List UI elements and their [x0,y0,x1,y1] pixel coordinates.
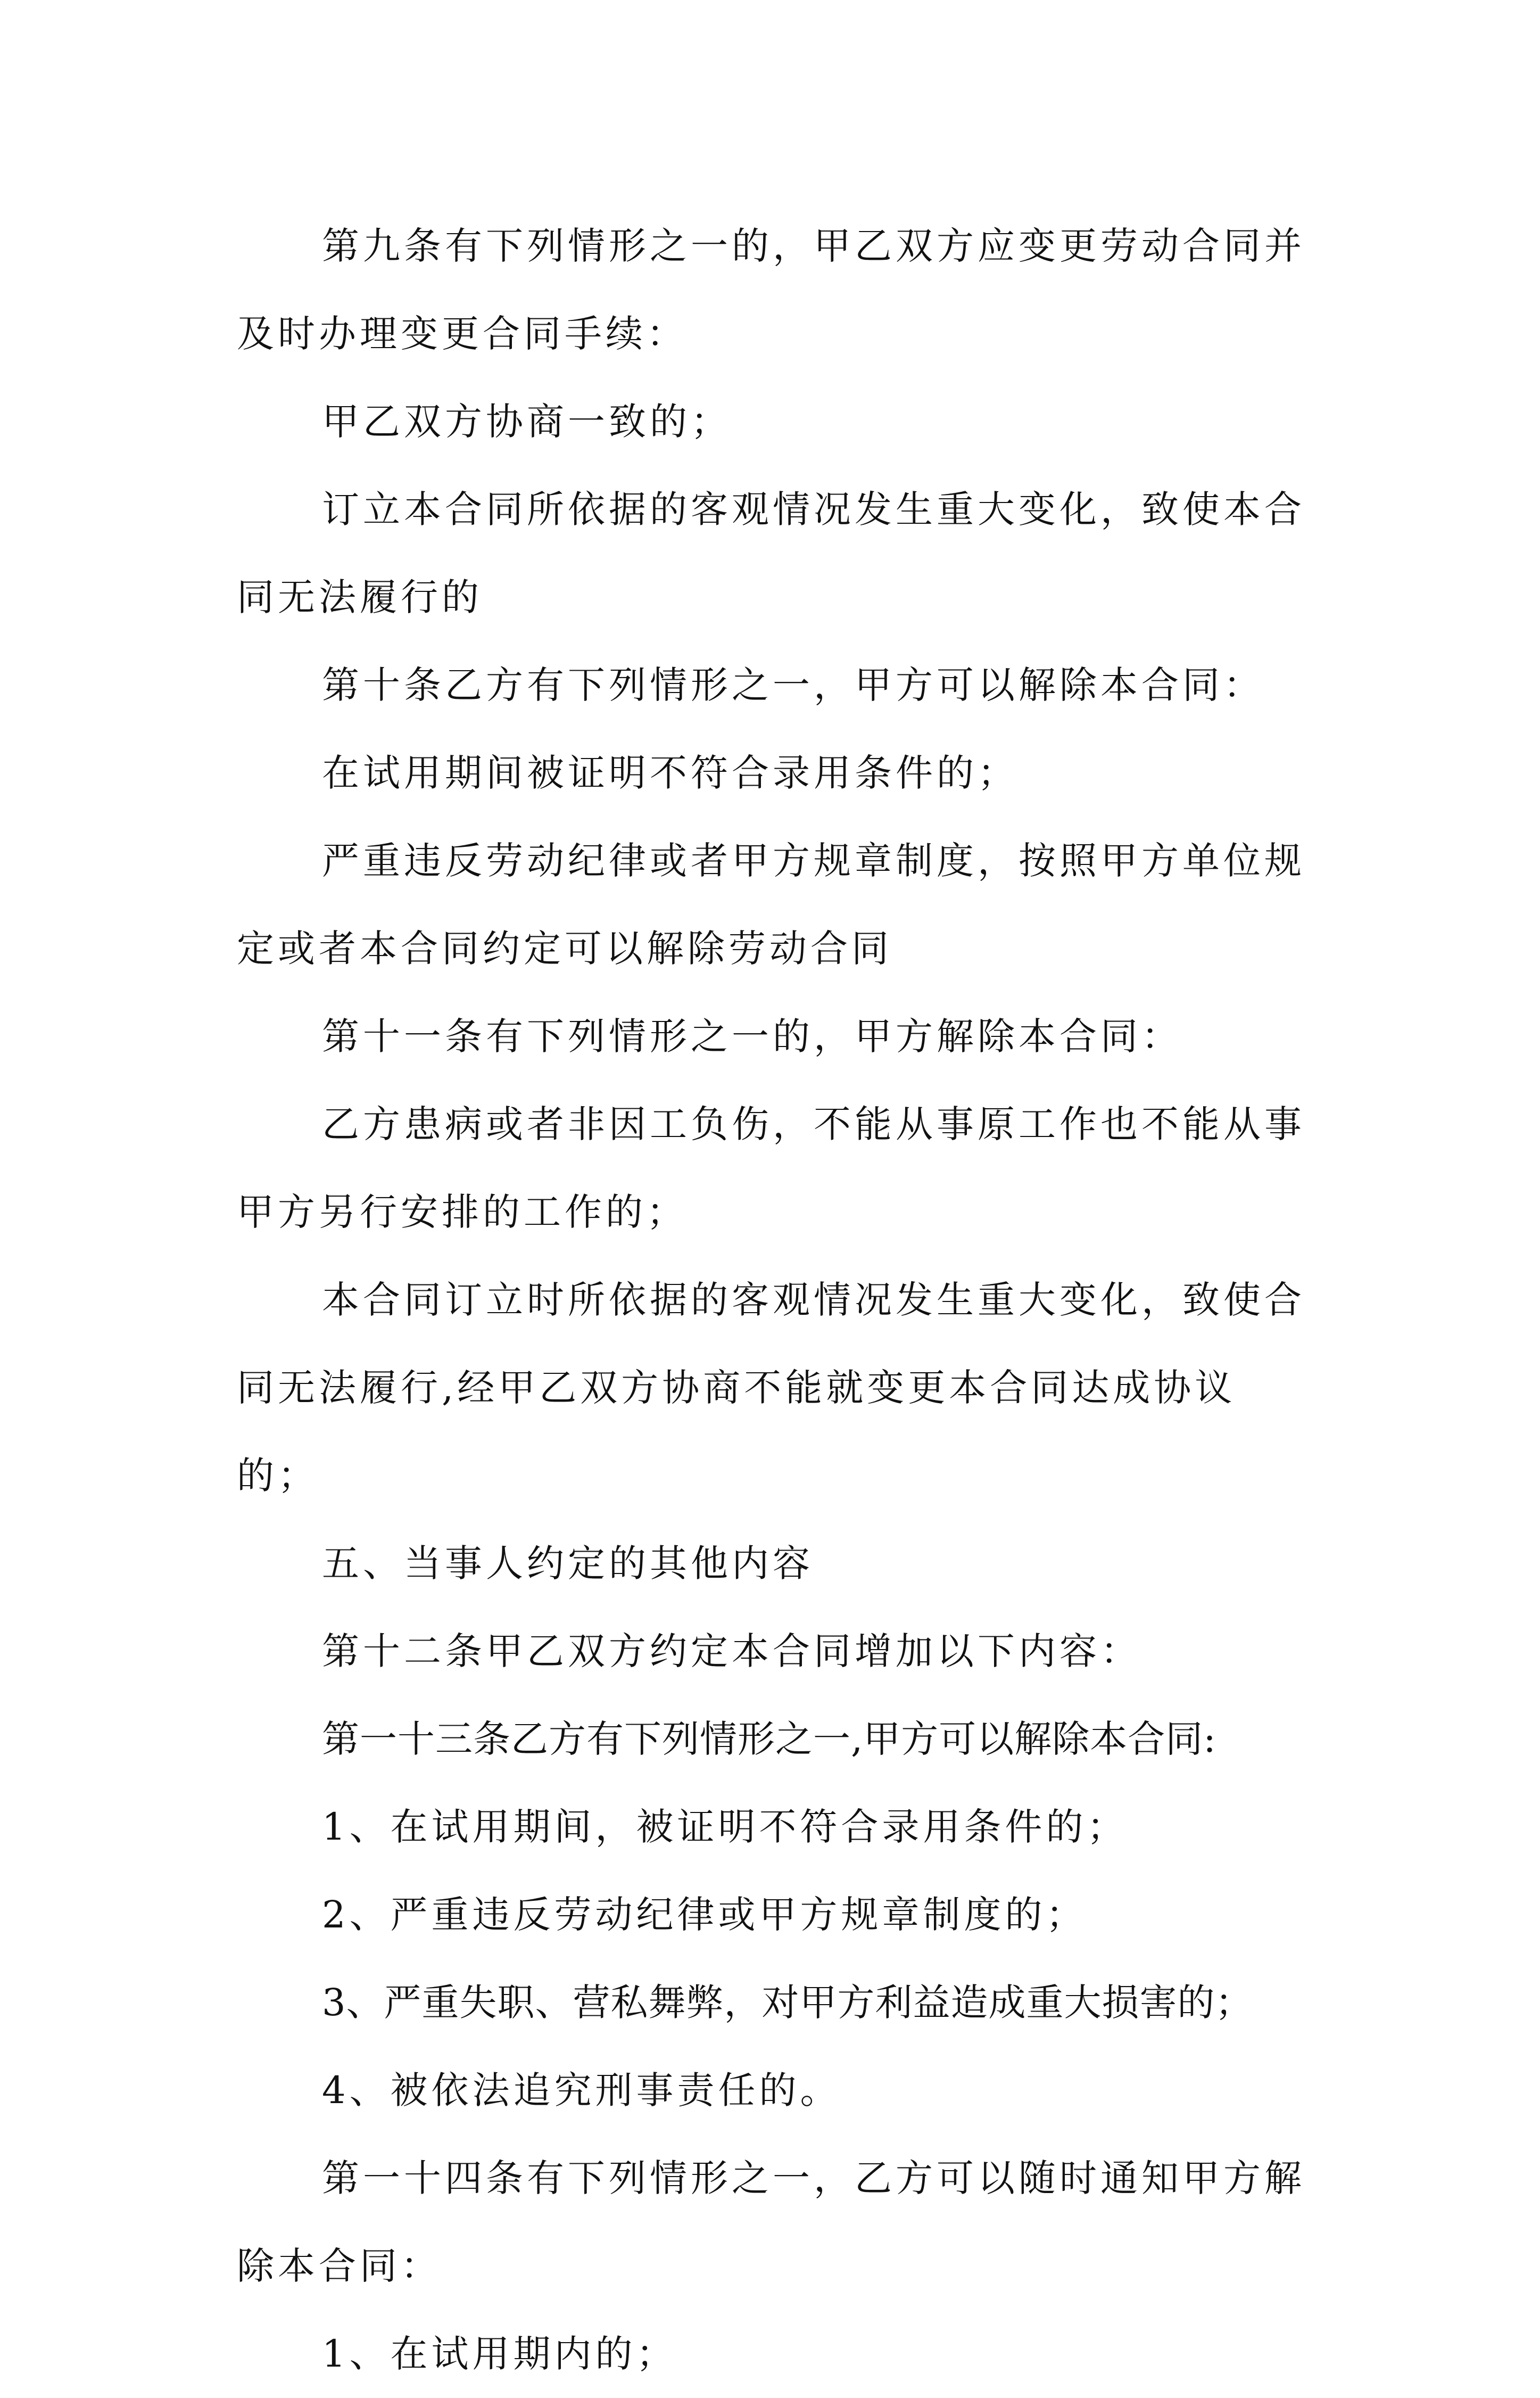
clause-discipline-violation: 严重违反劳动纪律或者甲方规章制度，按照甲方单位规定或者本合同约定可以解除劳动合同 [237,839,1305,970]
clause-probation-fail: 在试用期间被证明不符合录用条件的； [322,751,1019,795]
list-item-1-probation-period: 1、在试用期内的； [322,2332,677,2376]
article-14-paragraph: 第一十四条有下列情形之一，乙方可以随时通知甲方解除本合同： [237,2156,1305,2288]
article-11-paragraph: 第十一条有下列情形之一的，甲方解除本合同： [322,1015,1182,1058]
list-item-2-discipline: 2、严重违反劳动纪律或甲方规章制度的； [322,1893,1087,1936]
article-13-paragraph: 第一十三条乙方有下列情形之一,甲方可以解除本合同: [322,1717,1216,1761]
article-9-paragraph: 第九条有下列情形之一的，甲乙双方应变更劳动合同并及时办理变更合同手续： [237,224,1305,356]
clause-circumstance-change: 订立本合同所依据的客观情况发生重大变化，致使本合同无法履行的 [237,488,1305,619]
list-item-3-misconduct: 3、严重失职、营私舞弊，对甲方利益造成重大损害的； [322,1981,1253,2024]
article-12-paragraph: 第十二条甲乙双方约定本合同增加以下内容： [322,1629,1141,1673]
article-10-paragraph: 第十条乙方有下列情形之一，甲方可以解除本合同： [322,663,1264,707]
clause-contract-unfulfillable: 本合同订立时所依据的客观情况发生重大变化，致使合同无法履行,经甲乙双方协商不能就变更本合同达成协议的； [237,1278,1305,1497]
section-5-heading: 五、当事人约定的其他内容 [322,1542,814,1585]
clause-illness-injury: 乙方患病或者非因工负伤，不能从事原工作也不能从事甲方另行安排的工作的； [237,1102,1305,1234]
document-body [237,202,1317,2398]
list-item-1-probation: 1、在试用期间，被证明不符合录用条件的； [322,1805,1128,1849]
clause-mutual-agreement: 甲乙双方协商一致的； [322,400,732,443]
list-item-4-criminal: 4、被依法追究刑事责任的。 [322,2069,841,2112]
